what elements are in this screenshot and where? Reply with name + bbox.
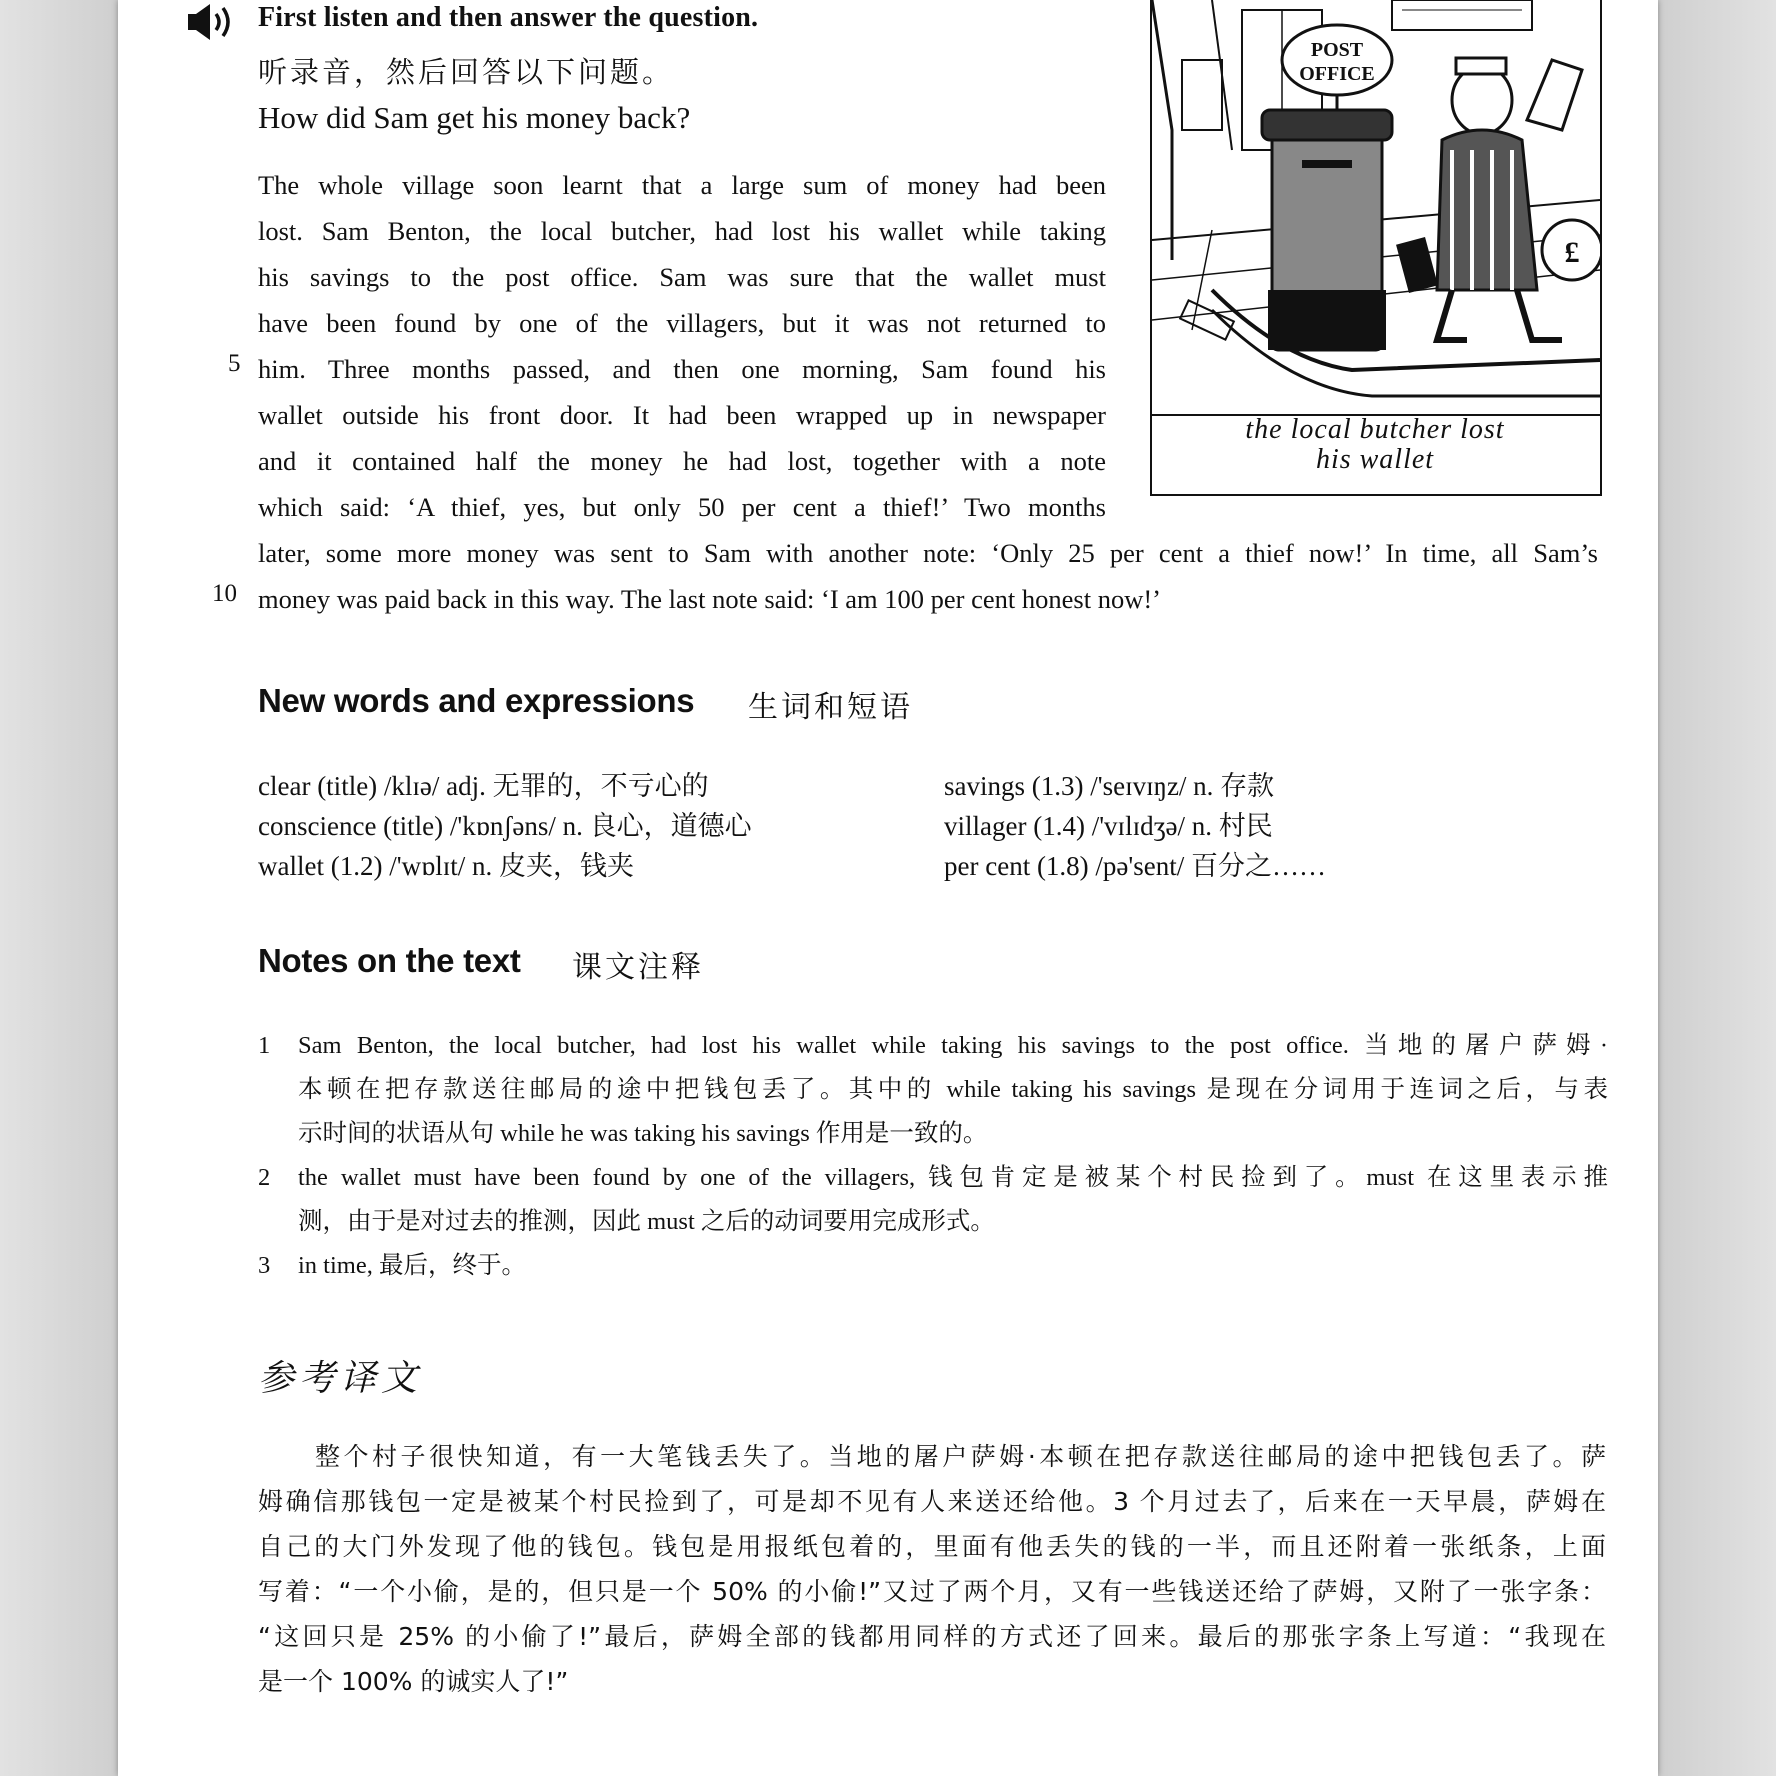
- vocab-list-left: [258, 766, 752, 886]
- line-number: 10: [212, 580, 237, 607]
- note-line: 本顿在把存款送往邮局的途中把钱包丢了。其中的 while taking his savings 是现在分词用于连词之后，与表: [298, 1076, 1608, 1103]
- note-number: 3: [258, 1252, 271, 1279]
- note-line: in time, 最后，终于。: [298, 1252, 526, 1279]
- translation-line: 姆确信那钱包一定是被某个村民捡到了，可是却不见有人来送还给他。3 个月过去了，后来在一天早晨，萨姆在: [258, 1487, 1606, 1516]
- translation-line: 整个村子很快知道，有一大笔钱丢失了。当地的屠户萨姆·本顿在把存款送往邮局的途中把钱包丢了。萨: [258, 1442, 1606, 1471]
- page-edge-right: [1658, 0, 1776, 1776]
- passage-line: wallet outside his front door. It had been wrapped up in newspaper: [258, 400, 1106, 430]
- vocab-entry: wallet (1.2) /'wɒlɪt/ n. 皮夹，钱夹: [258, 851, 634, 881]
- note-item: [258, 1024, 1608, 1156]
- translation-line: “这回只是 25% 的小偷了!”最后，萨姆全部的钱都用同样的方式还了回来。最后的那张字条上写道：“我现在: [258, 1622, 1606, 1651]
- translation-line: 是一个 100% 的诚实人了!”: [258, 1667, 569, 1696]
- passage-line: later, some more money was sent to Sam with another note: ‘Only 25 per cent a thief now!’ In time, all Sam’s: [258, 538, 1598, 568]
- note-line: 示时间的状语从句 while he was taking his savings 作用是一致的。: [298, 1120, 988, 1147]
- vocab-list-right: [944, 766, 1326, 886]
- passage-line: lost. Sam Benton, the local butcher, had lost his wallet while taking: [258, 216, 1106, 246]
- vocab-entry: villager (1.4) /'vɪlɪdʒə/ n. 村民: [944, 811, 1273, 841]
- vocab-entry: savings (1.3) /'seɪvɪŋz/ n. 存款: [944, 771, 1275, 801]
- translation-line: 写着：“一个小偷，是的，但只是一个 50% 的小偷!”又过了两个月，又有一些钱送还给了萨姆，又附了一张字条：: [258, 1577, 1606, 1606]
- passage-line: have been found by one of the villagers, but it was not returned to: [258, 308, 1106, 338]
- butcher-cartoon: [1152, 0, 1600, 414]
- new-words-heading-cn: 生词和短语: [748, 690, 913, 725]
- translation-heading: 参考译文: [258, 1358, 423, 1399]
- passage-line: and it contained half the money he had lost, together with a note: [258, 446, 1106, 476]
- listening-instruction-cn: 听录音，然后回答以下问题。: [258, 55, 675, 89]
- line-number: 5: [228, 350, 241, 377]
- translation-text: [258, 1434, 1606, 1704]
- pound-sign: £: [1564, 236, 1580, 269]
- passage-line: him. Three months passed, and then one morning, Sam found his: [258, 354, 1106, 384]
- passage-line: which said: ‘A thief, yes, but only 50 per cent a thief!’ Two months: [258, 492, 1106, 522]
- note-line: 测，由于是对过去的推测，因此 must 之后的动词要用完成形式。: [298, 1208, 995, 1235]
- passage-line: his savings to the post office. Sam was sure that the wallet must: [258, 262, 1106, 292]
- page-edge-left: [0, 0, 118, 1776]
- new-words-heading: New words and expressions: [258, 682, 695, 719]
- note-line: Sam Benton, the local butcher, had lost his wallet while taking his savings to the post office. 当地的屠户萨姆·: [298, 1032, 1608, 1059]
- caption-line: his wallet: [1315, 444, 1435, 475]
- listening-instruction: First listen and then answer the question.: [258, 2, 759, 33]
- caption-line: the local butcher lost: [1245, 414, 1505, 445]
- sign-office: OFFICE: [1299, 63, 1375, 85]
- comprehension-question: How did Sam get his money back?: [258, 100, 691, 135]
- notes-list: [258, 1024, 1608, 1288]
- vocab-entry: conscience (title) /'kɒnʃəns/ n. 良心，道德心: [258, 811, 752, 841]
- note-number: 1: [258, 1032, 271, 1059]
- vocab-entry: clear (title) /klɪə/ adj. 无罪的，不亏心的: [258, 771, 709, 801]
- note-line: the wallet must have been found by one of the villagers, 钱包肯定是被某个村民捡到了。must 在这里表示推: [298, 1164, 1608, 1191]
- passage-line: The whole village soon learnt that a large sum of money had been: [258, 170, 1106, 200]
- illustration-caption: [1150, 415, 1600, 475]
- notes-heading-cn: 课文注释: [572, 950, 704, 985]
- passage-line: money was paid back in this way. The last note said: ‘I am 100 per cent honest now!’: [258, 584, 1161, 614]
- note-number: 2: [258, 1164, 271, 1191]
- vocab-entry: per cent (1.8) /pə'sent/ 百分之……: [944, 851, 1327, 881]
- translation-line: 自己的大门外发现了他的钱包。钱包是用报纸包着的，里面有他丢失的钱的一半，而且还附着一张纸条，上面: [258, 1532, 1606, 1561]
- sign-post: POST: [1310, 39, 1364, 61]
- speaker-audio-icon[interactable]: [186, 2, 242, 42]
- note-item: [258, 1244, 1608, 1288]
- note-item: [258, 1156, 1608, 1244]
- notes-heading: Notes on the text: [258, 942, 521, 979]
